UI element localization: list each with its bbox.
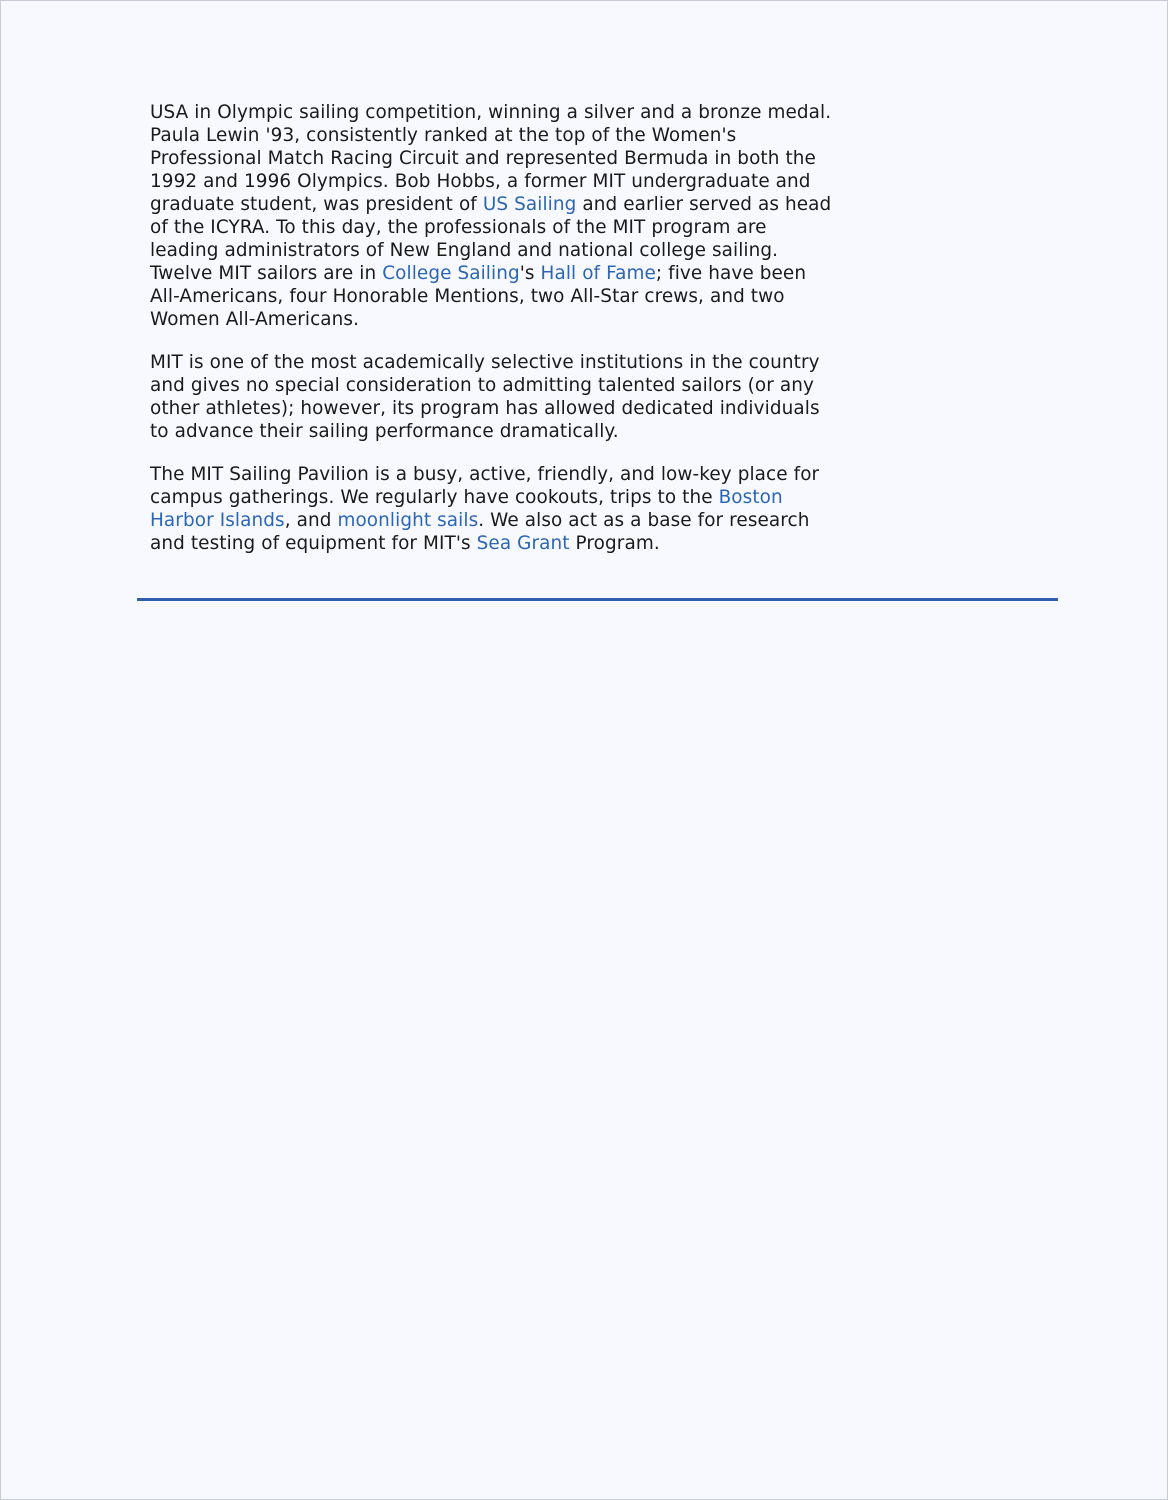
text-run: , and bbox=[284, 510, 338, 531]
text-line bbox=[150, 463, 870, 486]
paragraph-admissions bbox=[150, 351, 870, 443]
text-line bbox=[150, 262, 870, 285]
text-line bbox=[150, 351, 870, 374]
text-run: Program. bbox=[569, 533, 660, 554]
text-run: The MIT Sailing Pavilion is a busy, active, friendly, and low-key place for bbox=[150, 464, 820, 485]
text-line bbox=[150, 239, 870, 262]
text-line bbox=[150, 509, 870, 532]
text-run: campus gatherings. We regularly have cookouts, trips to the bbox=[150, 487, 719, 508]
text-run: . We also act as a base for research bbox=[478, 510, 810, 531]
text-line bbox=[150, 285, 870, 308]
text-run: and testing of equipment for MIT's bbox=[150, 533, 477, 554]
text-run: 1992 and 1996 Olympics. Bob Hobbs, a former MIT undergraduate and bbox=[150, 171, 811, 192]
text-line bbox=[150, 397, 870, 420]
text-run: 's bbox=[519, 263, 541, 284]
text-line bbox=[150, 420, 870, 443]
text-run: and gives no special consideration to admitting talented sailors (or any bbox=[150, 375, 814, 396]
text-run: Paula Lewin '93, consistently ranked at the top of the Women's bbox=[150, 125, 737, 146]
text-line bbox=[150, 216, 870, 239]
text-run: graduate student, was president of bbox=[150, 194, 483, 215]
text-run: Professional Match Racing Circuit and represented Bermuda in both the bbox=[150, 148, 816, 169]
sea-grant-link[interactable]: Sea Grant bbox=[476, 533, 570, 554]
paragraph-pavilion bbox=[150, 463, 870, 555]
college-sailing-link[interactable]: College Sailing bbox=[382, 263, 520, 284]
text-run: ; five have been bbox=[655, 263, 807, 284]
text-run: MIT is one of the most academically selective institutions in the country bbox=[150, 352, 820, 373]
text-line bbox=[150, 170, 870, 193]
text-line bbox=[150, 147, 870, 170]
paragraph-notable-sailors bbox=[150, 101, 870, 331]
boston-harbor-islands-link[interactable]: Harbor Islands bbox=[150, 510, 285, 531]
moonlight-sails-link[interactable]: moonlight sails bbox=[337, 510, 479, 531]
text-line bbox=[150, 374, 870, 397]
text-run: leading administrators of New England and national college sailing. bbox=[150, 240, 779, 261]
text-run: other athletes); however, its program has allowed dedicated individuals bbox=[150, 398, 820, 419]
text-line bbox=[150, 532, 870, 555]
text-run: to advance their sailing performance dramatically. bbox=[150, 421, 619, 442]
hall-of-fame-link[interactable]: Hall of Fame bbox=[540, 263, 656, 284]
us-sailing-link[interactable]: US Sailing bbox=[482, 194, 577, 215]
text-line bbox=[150, 486, 870, 509]
horizontal-divider bbox=[137, 598, 1058, 601]
text-run: and earlier served as head bbox=[576, 194, 832, 215]
text-run: of the ICYRA. To this day, the professionals of the MIT program are bbox=[150, 217, 767, 238]
text-line bbox=[150, 308, 870, 331]
text-line bbox=[150, 101, 870, 124]
text-run: USA in Olympic sailing competition, winning a silver and a bronze medal. bbox=[150, 102, 832, 123]
text-line bbox=[150, 124, 870, 147]
text-run: Women All-Americans. bbox=[150, 309, 360, 330]
text-run: Twelve MIT sailors are in bbox=[150, 263, 383, 284]
article-body bbox=[150, 101, 870, 555]
text-line bbox=[150, 193, 870, 216]
text-run: All-Americans, four Honorable Mentions, two All-Star crews, and two bbox=[150, 286, 785, 307]
boston-harbor-islands-link[interactable]: Boston bbox=[718, 487, 783, 508]
